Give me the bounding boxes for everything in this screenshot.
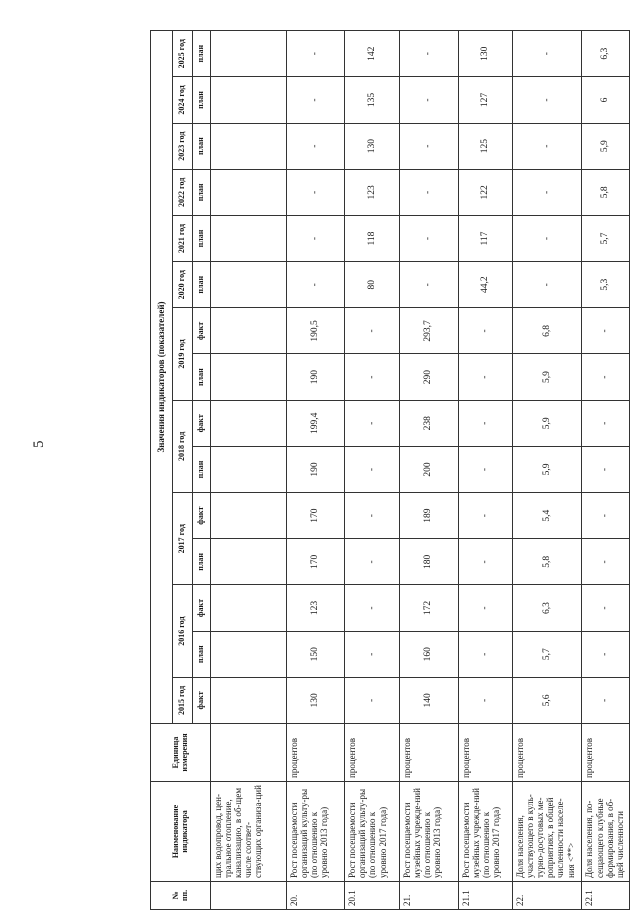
value-cell: -	[513, 169, 582, 215]
value-cell: 80	[345, 262, 400, 308]
header-sub: план	[193, 446, 211, 492]
value-cell: -	[458, 493, 513, 539]
value-cell	[211, 400, 287, 446]
row-number-cell	[211, 882, 287, 910]
unit-cell: процентов	[286, 724, 345, 782]
page-number: 5	[31, 440, 47, 448]
header-unit: Единица измерения	[151, 724, 211, 782]
value-cell	[211, 123, 287, 169]
value-cell: -	[286, 77, 345, 123]
row-number-cell: 20.1	[345, 882, 400, 910]
value-cell: 190,5	[286, 308, 345, 354]
value-cell	[211, 77, 287, 123]
value-cell: 170	[286, 539, 345, 585]
value-cell: 5,9	[513, 400, 582, 446]
unit-cell: процентов	[582, 724, 630, 782]
value-cell: 123	[345, 169, 400, 215]
header-num: № пп.	[151, 882, 211, 910]
header-year: 2020 год	[173, 262, 193, 308]
value-cell: -	[286, 169, 345, 215]
header-year: 2022 год	[173, 169, 193, 215]
value-cell: 122	[458, 169, 513, 215]
header-sub: план	[193, 169, 211, 215]
table-body	[211, 31, 630, 910]
header-name: Наименование индикатора	[151, 782, 211, 882]
value-cell	[211, 262, 287, 308]
value-cell	[211, 677, 287, 723]
value-cell: -	[399, 262, 458, 308]
header-sub: план	[193, 123, 211, 169]
header-sub: факт	[193, 400, 211, 446]
value-cell: -	[582, 446, 630, 492]
value-cell: -	[458, 631, 513, 677]
row-number-cell: 21.1	[458, 882, 513, 910]
value-cell: -	[345, 585, 400, 631]
value-cell: -	[399, 31, 458, 77]
indicator-name-cell: щих водопровод, цен-тральное отопление, канализацию, в об-щем числе соответ-ствующих организа-ций	[211, 782, 287, 882]
indicators-table	[150, 30, 630, 910]
value-cell: -	[458, 446, 513, 492]
value-cell: -	[582, 400, 630, 446]
value-cell: 130	[458, 31, 513, 77]
value-cell: 170	[286, 493, 345, 539]
value-cell	[211, 215, 287, 261]
value-cell: -	[458, 308, 513, 354]
value-cell: 199,4	[286, 400, 345, 446]
value-cell: 123	[286, 585, 345, 631]
value-cell: 130	[345, 123, 400, 169]
value-cell: 5,7	[582, 215, 630, 261]
header-sub: факт	[193, 493, 211, 539]
value-cell: 5,9	[513, 354, 582, 400]
table-row	[399, 31, 458, 910]
value-cell	[211, 539, 287, 585]
value-cell: 130	[286, 677, 345, 723]
value-cell	[211, 31, 287, 77]
value-cell: -	[513, 262, 582, 308]
value-cell: 135	[345, 77, 400, 123]
value-cell: -	[345, 677, 400, 723]
value-cell	[211, 354, 287, 400]
value-cell: -	[399, 77, 458, 123]
unit-cell: процентов	[513, 724, 582, 782]
value-cell: -	[286, 123, 345, 169]
value-cell: 118	[345, 215, 400, 261]
value-cell: 5,6	[513, 677, 582, 723]
value-cell: -	[582, 677, 630, 723]
value-cell: 290	[399, 354, 458, 400]
unit-cell	[211, 724, 287, 782]
value-cell: -	[513, 123, 582, 169]
header-values-group: Значения индикаторов (показателей)	[151, 31, 173, 724]
value-cell: -	[582, 539, 630, 585]
value-cell: 5,7	[513, 631, 582, 677]
value-cell: 5,4	[513, 493, 582, 539]
indicator-name-cell: Доля населения, по-сещающего клубные формирования, в об-щей численности	[582, 782, 630, 882]
value-cell	[211, 493, 287, 539]
value-cell: -	[582, 493, 630, 539]
value-cell: -	[345, 308, 400, 354]
table-row	[458, 31, 513, 910]
table-row	[211, 31, 287, 910]
table-row	[286, 31, 345, 910]
unit-cell: процентов	[458, 724, 513, 782]
value-cell: -	[286, 262, 345, 308]
value-cell: -	[582, 308, 630, 354]
value-cell: -	[345, 354, 400, 400]
value-cell: -	[345, 493, 400, 539]
table-row	[582, 31, 630, 910]
value-cell: -	[399, 123, 458, 169]
unit-cell: процентов	[399, 724, 458, 782]
header-year: 2016 год	[173, 585, 193, 677]
value-cell: -	[513, 31, 582, 77]
value-cell: 190	[286, 354, 345, 400]
header-sub: план	[193, 77, 211, 123]
rotated-table-wrapper	[150, 30, 630, 910]
unit-cell: процентов	[345, 724, 400, 782]
indicator-name-cell: Рост посещаемости музейных учрежде-ний (по отношению к уровню 2017 года)	[458, 782, 513, 882]
value-cell: 180	[399, 539, 458, 585]
header-year: 2018 год	[173, 400, 193, 492]
header-year: 2017 год	[173, 493, 193, 585]
indicator-name-cell: Рост посещаемости организаций культу-ры (по отношению к уровню 2017 года)	[345, 782, 400, 882]
value-cell: 200	[399, 446, 458, 492]
value-cell: 160	[399, 631, 458, 677]
header-year: 2025 год	[173, 31, 193, 77]
row-number-cell: 21.	[399, 882, 458, 910]
value-cell: -	[582, 585, 630, 631]
value-cell: 6,3	[582, 31, 630, 77]
value-cell: -	[582, 354, 630, 400]
value-cell: 127	[458, 77, 513, 123]
value-cell: -	[458, 400, 513, 446]
value-cell: -	[286, 215, 345, 261]
header-sub: план	[193, 215, 211, 261]
value-cell: -	[513, 215, 582, 261]
value-cell: 5,8	[513, 539, 582, 585]
value-cell: 5,3	[582, 262, 630, 308]
header-sub: план	[193, 354, 211, 400]
value-cell: 150	[286, 631, 345, 677]
value-cell	[211, 446, 287, 492]
value-cell: -	[458, 539, 513, 585]
value-cell: 293,7	[399, 308, 458, 354]
value-cell: 5,9	[582, 123, 630, 169]
value-cell: -	[582, 631, 630, 677]
value-cell: 5,9	[513, 446, 582, 492]
value-cell: 140	[399, 677, 458, 723]
header-sub: план	[193, 262, 211, 308]
value-cell: 172	[399, 585, 458, 631]
value-cell	[211, 631, 287, 677]
value-cell: -	[458, 354, 513, 400]
value-cell	[211, 308, 287, 354]
value-cell: 238	[399, 400, 458, 446]
header-sub: план	[193, 31, 211, 77]
header-year: 2015 год	[173, 677, 193, 723]
value-cell	[211, 585, 287, 631]
header-sub: факт	[193, 585, 211, 631]
table-row	[513, 31, 582, 910]
value-cell: -	[458, 585, 513, 631]
value-cell: -	[345, 446, 400, 492]
value-cell: 5,8	[582, 169, 630, 215]
header-sub: факт	[193, 677, 211, 723]
value-cell: -	[399, 169, 458, 215]
value-cell: 6,3	[513, 585, 582, 631]
value-cell: -	[345, 400, 400, 446]
header-year: 2021 год	[173, 215, 193, 261]
value-cell: 6,8	[513, 308, 582, 354]
row-number-cell: 22.	[513, 882, 582, 910]
value-cell: -	[458, 677, 513, 723]
header-year: 2019 год	[173, 308, 193, 400]
header-year: 2024 год	[173, 77, 193, 123]
value-cell: -	[286, 31, 345, 77]
header-sub: факт	[193, 308, 211, 354]
row-number-cell: 22.1	[582, 882, 630, 910]
value-cell: 189	[399, 493, 458, 539]
value-cell: 6	[582, 77, 630, 123]
indicator-name-cell: Рост посещаемости музейных учрежде-ний (по отношению к уровню 2013 года)	[399, 782, 458, 882]
value-cell: -	[513, 77, 582, 123]
header-sub: план	[193, 631, 211, 677]
value-cell: -	[345, 539, 400, 585]
value-cell: -	[399, 215, 458, 261]
indicator-name-cell: Рост посещаемости организаций культу-ры (по отношению к уровню 2013 года)	[286, 782, 345, 882]
table-row	[345, 31, 400, 910]
value-cell: 44,2	[458, 262, 513, 308]
header-sub: план	[193, 539, 211, 585]
value-cell: 142	[345, 31, 400, 77]
value-cell: -	[345, 631, 400, 677]
value-cell	[211, 169, 287, 215]
value-cell: 190	[286, 446, 345, 492]
value-cell: 117	[458, 215, 513, 261]
indicator-name-cell: Доля населения, участвующего в куль-турно-досуговых ме-роприятиях, в общей численности населе-ния <**>	[513, 782, 582, 882]
row-number-cell: 20.	[286, 882, 345, 910]
value-cell: 125	[458, 123, 513, 169]
header-year: 2023 год	[173, 123, 193, 169]
